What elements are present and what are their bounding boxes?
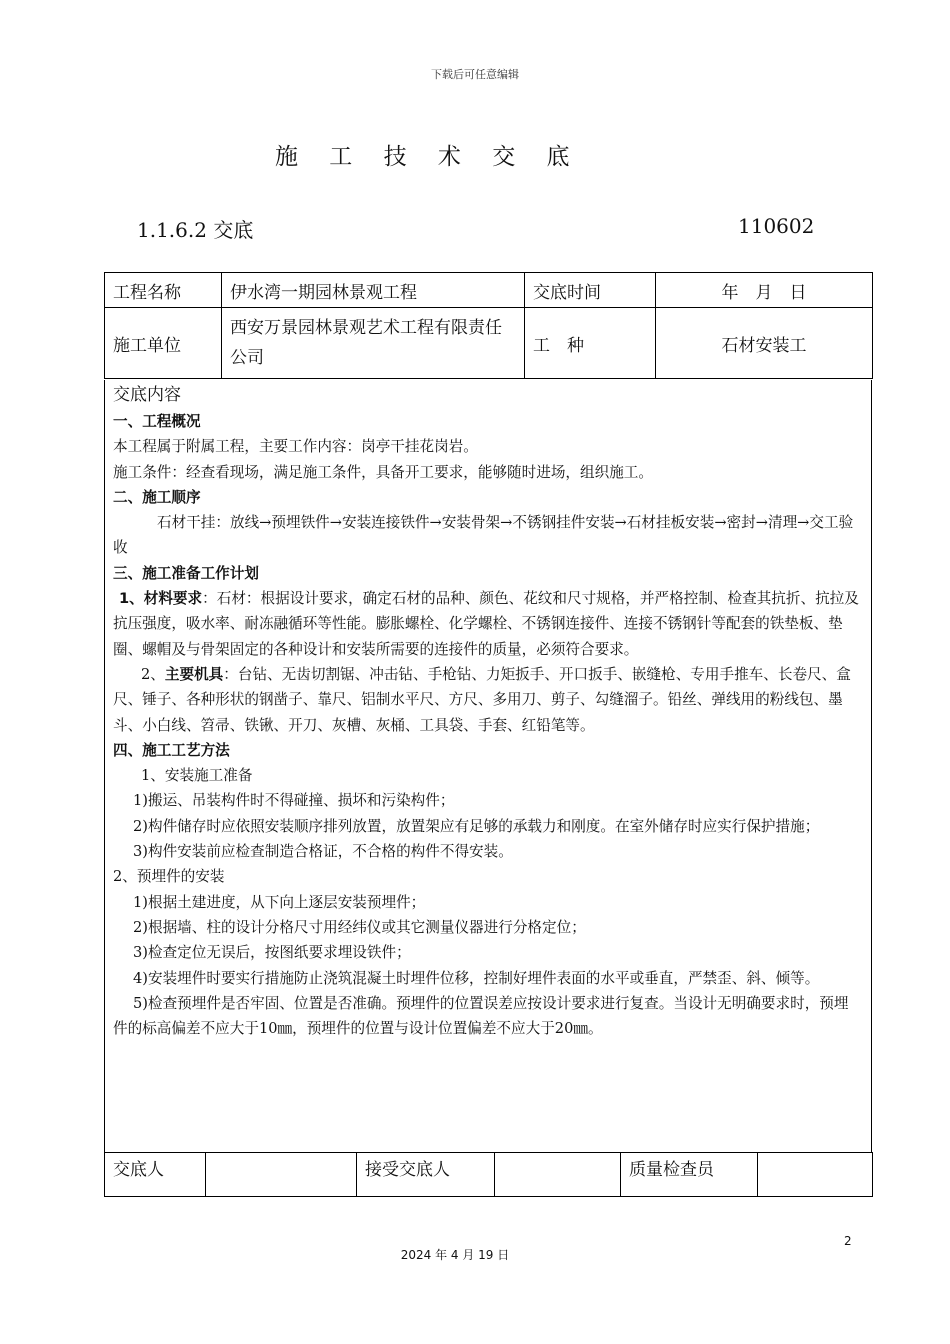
document-number: 110602 (738, 214, 815, 238)
tools-text: ：台钻、无齿切割锯、冲击钻、手枪钻、力矩扳手、开口扳手、嵌缝枪、专用手推车、长卷尺、盒尺、锤子、各种形状的钢凿子、靠尺、铝制水平尺、方尺、多用刀、剪子、勾缝溜子。铅丝、弹线用的粉线包、墨斗、小白线、笤帚、铁锹、开刀、灰槽、灰桶、工具袋、手套、红铅笔等。 (113, 665, 851, 734)
section-3-title: 三、施工准备工作计划 (113, 564, 259, 582)
info-table (104, 272, 873, 379)
receiver-signature-cell[interactable] (495, 1153, 621, 1197)
materials-text: ：石材：根据设计要求，确定石材的品种、颜色、花纹和尺寸规格，并严格控制、检查其抗折、抗拉及抗压强度，吸水率、耐冻融循环等性能。膨胀螺栓、化学螺栓、不锈钢连接件、连接不锈钢针等配套的铁垫板、垫圈、螺帽及与骨架固定的各种设计和安装所需要的连接件的质量，必须符合要求。 (113, 590, 859, 658)
project-name-label: 工程名称 (105, 273, 222, 308)
header-note: 下载后可任意编辑 (431, 68, 519, 81)
info-row-unit (105, 308, 873, 379)
submitter-label: 交底人 (105, 1153, 206, 1197)
list-item: 4)安装埋件时要实行措施防止浇筑混凝土时埋件位移，控制好埋件表面的水平或垂直，严禁歪、斜、倾等。 (133, 969, 820, 987)
signature-row (105, 1153, 873, 1197)
handover-time-value: 年 月 日 (656, 273, 873, 308)
tools-prefix: 2、 (141, 665, 165, 683)
tools-label: 主要机具 (164, 665, 224, 683)
handover-content (104, 380, 872, 1153)
list-item: 1)根据土建进度，从下向上逐层安装预埋件； (133, 893, 426, 911)
document-title: 施 工 技 术 交 底 (275, 144, 582, 170)
section-3-item-1 (113, 586, 863, 662)
list-item: 3)构件安装前应检查制造合格证，不合格的构件不得安装。 (133, 843, 513, 861)
construction-unit-value: 西安万景园林景观艺术工程有限责任公司 (222, 308, 525, 379)
materials-label: 1、材料要求 (119, 590, 203, 608)
list-item: 2)根据墙、柱的设计分格尺寸用经纬仪或其它测量仪器进行分格定位； (133, 918, 586, 936)
project-name-value: 伊水湾一期园林景观工程 (222, 273, 525, 308)
inspector-signature-cell[interactable] (758, 1153, 873, 1197)
list-item: 5)检查预埋件是否牢固、位置是否准确。预埋件的位置误差应按设计要求进行复查。当设计无明确要求时，预埋件的标高偏差不应大于10㎜，预埋件的位置与设计位置偏差不应大于20㎜。 (113, 994, 849, 1038)
section-1-para-1: 本工程属于附属工程，主要工作内容：岗亭干挂花岗岩。 (113, 438, 478, 456)
receiver-label: 接受交底人 (357, 1153, 495, 1197)
trade-value: 石材安装工 (656, 308, 873, 379)
list-item: 3)检查定位无误后，按图纸要求埋设铁件； (133, 944, 411, 962)
trade-label: 工 种 (525, 308, 656, 379)
section-1-para-2: 施工条件：经查看现场，满足施工条件，具备开工要求，能够随时进场，组织施工。 (113, 463, 653, 481)
footer-date: 2024 年 4 月 19 日 (400, 1248, 510, 1262)
construction-unit-label: 施工单位 (105, 308, 222, 379)
list-item: 2)构件储存时应依照安装顺序排列放置，放置架应有足够的承载力和刚度。在室外储存时应实行保护措施； (133, 817, 820, 835)
signature-table (104, 1152, 873, 1197)
inspector-label: 质量检查员 (621, 1153, 758, 1197)
section-code: 1.1.6.2 交底 (137, 218, 254, 242)
submitter-signature-cell[interactable] (206, 1153, 357, 1197)
list-item: 1)搬运、吊装构件时不得碰撞、损坏和污染构件； (133, 792, 455, 810)
handover-time-label: 交底时间 (525, 273, 656, 308)
page-number: 2 (844, 1234, 852, 1248)
section-4-title: 四、施工工艺方法 (113, 741, 230, 759)
section-2-para-1: 石材干挂：放线→预埋铁件→安装连接铁件→安装骨架→不锈钢挂件安装→石材挂板安装→密封→清理→交工验收 (113, 514, 854, 557)
section-1-title: 一、工程概况 (113, 413, 201, 430)
section-2-title: 二、施工顺序 (113, 488, 201, 506)
section-4-sub-1: 1、安装施工准备 (141, 767, 253, 785)
section-3-item-2 (113, 662, 863, 738)
content-label: 交底内容 (113, 385, 181, 405)
info-row-project (105, 273, 873, 308)
section-4-sub-2: 2、预埋件的安装 (113, 868, 225, 886)
